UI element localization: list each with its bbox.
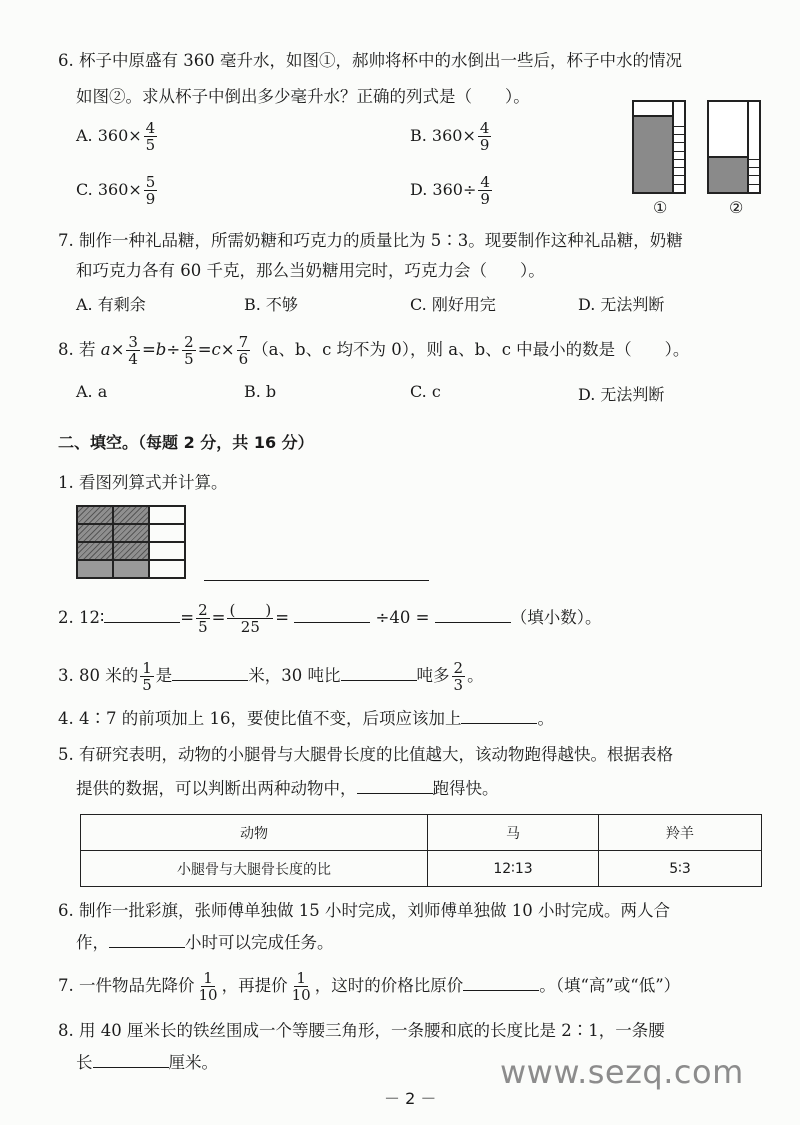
denominator: 25 xyxy=(240,618,260,636)
var-c: c xyxy=(211,340,221,359)
measuring-scale xyxy=(672,102,684,192)
q8-option-d: D. 无法判断 xyxy=(578,385,665,404)
cup-label-1: ① xyxy=(653,198,668,217)
q6-line1: 6. 杯子中原盛有 360 毫升水，如图①，郝帅将杯中的水倒出一些后，杯子中水的情况 xyxy=(58,51,682,70)
denominator: 9 xyxy=(145,190,156,208)
q7-line2: 和巧克力各有 60 千克，那么当奶糖用完时，巧克力会（ ）。 xyxy=(76,261,545,280)
answer-blank[interactable] xyxy=(341,666,417,681)
q8-suffix: （a、b、c 均不为 0），则 a、b、c 中最小的数是（ ）。 xyxy=(252,340,690,359)
fraction xyxy=(452,660,466,693)
fraction xyxy=(140,660,154,693)
q7-start: 7. 一件物品先降价 xyxy=(58,976,195,995)
var-b: b xyxy=(155,340,167,359)
table-cell: 5∶3 xyxy=(599,851,762,887)
q8-line2-end: 厘米。 xyxy=(168,1053,218,1072)
answer-blank[interactable] xyxy=(357,779,433,794)
equals-sign: = xyxy=(275,608,290,627)
denominator: 4 xyxy=(128,350,138,368)
denominator: 9 xyxy=(480,190,490,208)
fill-q4-line xyxy=(58,708,554,730)
cup-figure-1 xyxy=(632,100,686,194)
fraction-grid-figure xyxy=(76,505,186,579)
numerator-blank[interactable]: ( ) xyxy=(229,601,272,619)
denominator: 5 xyxy=(145,136,156,154)
header-cell: 马 xyxy=(428,815,599,851)
denominator: 5 xyxy=(142,676,152,694)
water-level xyxy=(709,156,749,192)
answer-blank[interactable] xyxy=(104,608,180,623)
option-prefix: B. 360× xyxy=(410,126,476,145)
numerator: 5 xyxy=(145,173,156,191)
section-title-fill-in: 二、填空。（每题 2 分，共 16 分） xyxy=(58,433,314,452)
answer-blank[interactable] xyxy=(461,709,537,724)
header-cell: 羚羊 xyxy=(599,815,762,851)
numerator: 2 xyxy=(184,333,194,351)
fraction-blank[interactable] xyxy=(227,602,273,635)
fill-q6-line2 xyxy=(76,932,334,954)
q8-option-a: A. a xyxy=(76,382,108,401)
fraction xyxy=(478,120,492,153)
q7-option-d: D. 无法判断 xyxy=(578,295,665,314)
denominator: 10 xyxy=(291,986,311,1004)
fill-q6-line1: 6. 制作一批彩旗，张师傅单独做 15 小时完成，刘师傅单独做 10 小时完成。两人合 xyxy=(58,901,670,920)
q3-end: 。 xyxy=(467,666,484,685)
equals-sign: = xyxy=(141,340,156,359)
table-header-row xyxy=(81,815,762,851)
denominator: 10 xyxy=(198,986,218,1004)
times-sign: × xyxy=(220,340,235,359)
q6-option-c xyxy=(76,174,159,207)
numerator: 2 xyxy=(198,601,208,619)
answer-blank[interactable] xyxy=(435,608,511,623)
option-prefix: D. 360÷ xyxy=(410,180,477,199)
q7-option-c: C. 刚好用完 xyxy=(410,295,496,314)
answer-blank[interactable] xyxy=(172,666,248,681)
q6-option-a xyxy=(76,120,159,153)
equals-sign: = xyxy=(180,608,195,627)
answer-blank[interactable] xyxy=(93,1053,169,1068)
q8-option-c: C. c xyxy=(410,382,441,401)
fraction xyxy=(182,334,196,367)
times-sign: × xyxy=(110,340,125,359)
equals-sign: = xyxy=(197,340,212,359)
numerator: 4 xyxy=(480,173,490,191)
q7-mid1: ，再提价 xyxy=(221,976,288,995)
q3-mid1: 是 xyxy=(155,666,173,685)
fraction xyxy=(144,120,158,153)
bone-ratio-table xyxy=(80,814,762,887)
q4-end: 。 xyxy=(537,709,554,728)
q5-line2-end: 跑得快。 xyxy=(432,779,499,798)
table-cell: 12∶13 xyxy=(428,851,599,887)
cup-label-2: ② xyxy=(729,198,744,217)
q3-mid3: 吨多 xyxy=(416,666,450,685)
option-prefix: A. 360× xyxy=(76,126,142,145)
denominator: 5 xyxy=(184,350,194,368)
fraction xyxy=(290,970,313,1003)
fraction xyxy=(478,174,492,207)
fraction xyxy=(237,334,251,367)
q7-option-b: B. 不够 xyxy=(244,295,298,314)
numerator: 3 xyxy=(128,333,138,351)
denominator: 6 xyxy=(238,350,249,368)
measuring-scale xyxy=(747,102,759,192)
table-row xyxy=(81,851,762,887)
page-number: － 2 － xyxy=(384,1089,437,1108)
header-cell: 动物 xyxy=(81,815,428,851)
fill-q7-line xyxy=(58,970,680,1003)
fill-q2-line xyxy=(58,602,601,635)
q7-mid2: ，这时的价格比原价 xyxy=(314,976,464,995)
numerator: 2 xyxy=(453,659,464,677)
fill-q5-line2 xyxy=(76,778,499,800)
fill-q3-line xyxy=(58,660,484,693)
fraction xyxy=(126,334,140,367)
answer-blank[interactable] xyxy=(109,933,185,948)
fill-q8-line2 xyxy=(76,1052,218,1074)
q6-line2-start: 作， xyxy=(76,933,109,952)
fill-q1-text: 1. 看图列算式并计算。 xyxy=(58,473,228,492)
q6-option-b xyxy=(410,120,493,153)
denominator: 3 xyxy=(453,676,464,694)
q6-line2-end: 小时可以完成任务。 xyxy=(185,933,334,952)
fraction xyxy=(196,602,210,635)
q7-end: 。（填“高”或“低”） xyxy=(539,976,681,995)
q4-text: 4. 4∶7 的前项加上 16，要使比值不变，后项应该加上 xyxy=(58,709,462,728)
water-level xyxy=(634,115,674,192)
watermark: www.sezq.com xyxy=(500,1053,744,1091)
answer-blank[interactable] xyxy=(294,608,370,623)
q3-mid2: 米，30 吨比 xyxy=(248,666,341,685)
q8-line xyxy=(58,334,689,367)
numerator: 4 xyxy=(479,119,490,137)
table-cell: 小腿骨与大腿骨长度的比 xyxy=(81,851,428,887)
q8-prefix: 8. 若 xyxy=(58,340,101,359)
q7-line1: 7. 制作一种礼品糖，所需奶糖和巧克力的质量比为 5∶3。现要制作这种礼品糖，奶糖 xyxy=(58,231,683,250)
equals-sign: = xyxy=(211,608,226,627)
var-a: a xyxy=(100,340,111,359)
numerator: 4 xyxy=(145,119,156,137)
answer-blank[interactable] xyxy=(463,976,539,991)
numerator: 7 xyxy=(238,333,249,351)
denominator: 5 xyxy=(198,618,208,636)
fill-q8-line1: 8. 用 40 厘米长的铁丝围成一个等腰三角形，一条腰和底的长度比是 2∶1，一条腰 xyxy=(58,1021,665,1040)
q6-option-d xyxy=(410,174,494,207)
q6-line2: 如图②。求从杯子中倒出多少毫升水？正确的列式是（ ）。 xyxy=(76,87,530,106)
q2-start: 2. 12∶ xyxy=(58,608,105,627)
numerator: 1 xyxy=(142,659,152,677)
q2-end: （填小数）。 xyxy=(510,608,602,627)
divide-40: ÷40 = xyxy=(375,608,430,627)
fraction xyxy=(197,970,220,1003)
numerator: 1 xyxy=(296,969,306,987)
fraction xyxy=(144,174,158,207)
denominator: 9 xyxy=(479,136,490,154)
q7-option-a: A. 有剩余 xyxy=(76,295,146,314)
q8-option-b: B. b xyxy=(244,382,277,401)
q3-start: 3. 80 米的 xyxy=(58,666,139,685)
divide-sign: ÷ xyxy=(166,340,181,359)
answer-line[interactable] xyxy=(204,580,429,581)
fill-q5-line1: 5. 有研究表明，动物的小腿骨与大腿骨长度的比值越大，该动物跑得越快。根据表格 xyxy=(58,745,673,764)
option-prefix: C. 360× xyxy=(76,180,142,199)
q8-line2-start: 长 xyxy=(76,1053,93,1072)
cup-figure-2 xyxy=(707,100,761,194)
q5-line2-start: 提供的数据，可以判断出两种动物中， xyxy=(76,779,357,798)
numerator: 1 xyxy=(203,969,213,987)
